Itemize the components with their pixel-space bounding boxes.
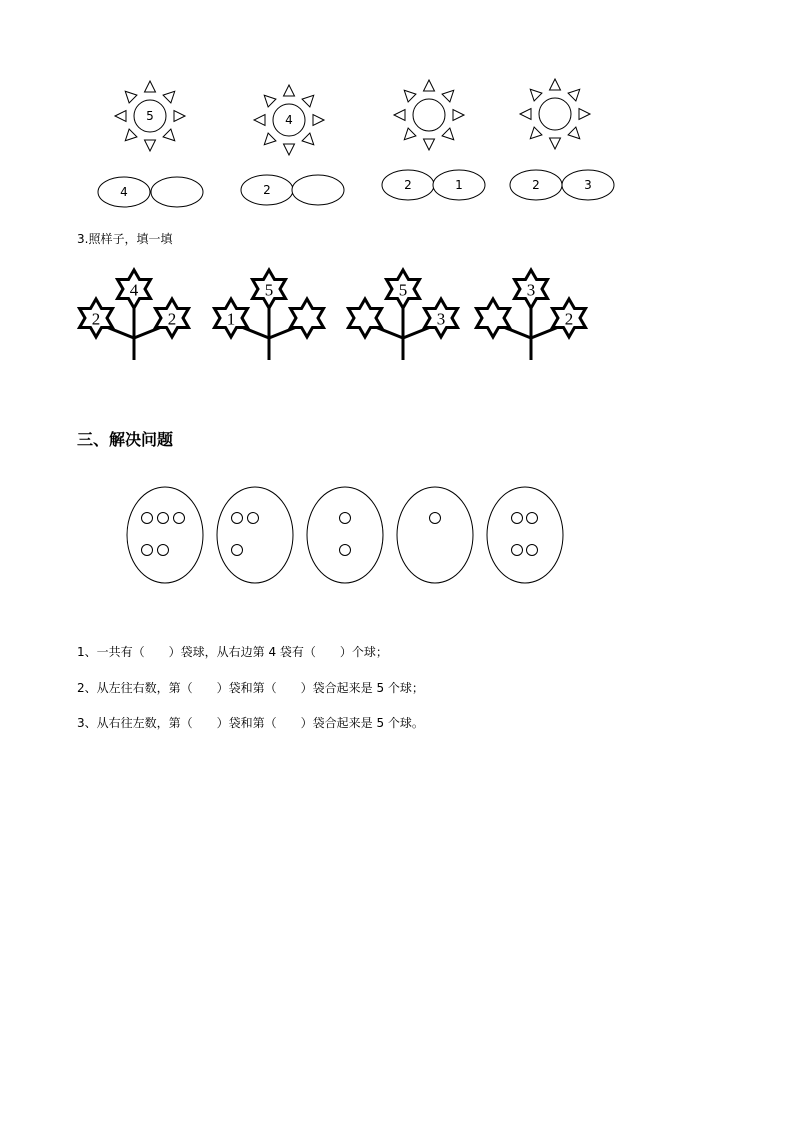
sun-ray-triangle: [550, 138, 561, 149]
section-title: 三、解决问题: [77, 430, 174, 449]
oval-right: [151, 177, 203, 207]
sun-ray-triangle: [568, 127, 580, 139]
question-2: 2、从左往右数，第（ ）袋和第（ ）袋合起来是 5 个球；: [77, 681, 424, 695]
sun-ray-triangle: [568, 89, 580, 101]
sun-number: 4: [285, 113, 293, 127]
star-right: [291, 299, 324, 337]
ball: [158, 513, 169, 524]
ball: [512, 513, 523, 524]
star-number: 2: [91, 309, 101, 329]
sun-ray-triangle: [254, 115, 265, 126]
star-number: 5: [398, 280, 408, 300]
sun-ray-triangle: [115, 111, 126, 122]
star-left: [477, 299, 510, 337]
ball: [158, 545, 169, 556]
oval-right: [292, 175, 344, 205]
sun-ray-triangle: [424, 80, 435, 91]
star-number: 3: [436, 309, 446, 329]
ball-bag: [217, 487, 293, 583]
question-1: 1、一共有（ ）袋球，从右边第 4 袋有（ ）个球；: [77, 645, 388, 659]
star-number: 3: [526, 280, 536, 300]
sun-ray-triangle: [442, 90, 454, 102]
sun-ray-triangle: [530, 89, 542, 101]
star-number: 2: [564, 309, 574, 329]
sun-number: 5: [146, 109, 154, 123]
sun-ray-triangle: [424, 139, 435, 150]
ball-bag: [127, 487, 203, 583]
ball: [174, 513, 185, 524]
star-number: 1: [226, 309, 236, 329]
sun-ray-triangle: [264, 95, 276, 107]
sun-ray-triangle: [163, 91, 175, 103]
oval-number: 1: [455, 178, 463, 192]
sun-center: [413, 99, 445, 131]
sun-ray-triangle: [284, 144, 295, 155]
ball-bag: [307, 487, 383, 583]
ball: [232, 545, 243, 556]
question-3-title: 3.照样子，填一填: [77, 232, 173, 246]
ball: [232, 513, 243, 524]
question-3: 3、从右往左数，第（ ）袋和第（ ）袋合起来是 5 个球。: [77, 716, 424, 730]
sun-center: [539, 98, 571, 130]
ball: [340, 545, 351, 556]
star-number: 2: [167, 309, 177, 329]
sun-ray-triangle: [530, 127, 542, 139]
sun-ray-triangle: [442, 128, 454, 140]
oval-number: 3: [584, 178, 592, 192]
ball: [527, 513, 538, 524]
oval-number: 2: [404, 178, 412, 192]
sun-ray-triangle: [264, 133, 276, 145]
sun-ray-triangle: [125, 91, 137, 103]
sun-ray-triangle: [404, 128, 416, 140]
ball-bag: [487, 487, 563, 583]
sun-ray-triangle: [302, 95, 314, 107]
ball: [527, 545, 538, 556]
oval-number: 2: [532, 178, 540, 192]
sun-ray-triangle: [302, 133, 314, 145]
sun-ray-triangle: [520, 109, 531, 120]
ball: [142, 513, 153, 524]
ball: [340, 513, 351, 524]
sun-ray-triangle: [145, 140, 156, 151]
sun-ray-triangle: [174, 111, 185, 122]
star-number: 5: [264, 280, 274, 300]
sun-ray-triangle: [125, 129, 137, 141]
ball: [512, 545, 523, 556]
ball: [248, 513, 259, 524]
sun-ray-triangle: [453, 110, 464, 121]
sun-ray-triangle: [404, 90, 416, 102]
sun-ray-triangle: [313, 115, 324, 126]
sun-ray-triangle: [550, 79, 561, 90]
oval-number: 4: [120, 185, 128, 199]
sun-ray-triangle: [163, 129, 175, 141]
sun-ray-triangle: [579, 109, 590, 120]
star-left: [349, 299, 382, 337]
ball: [142, 545, 153, 556]
star-number: 4: [129, 280, 139, 300]
oval-number: 2: [263, 183, 271, 197]
sun-ray-triangle: [394, 110, 405, 121]
ball: [430, 513, 441, 524]
ball-bag: [397, 487, 473, 583]
sun-ray-triangle: [284, 85, 295, 96]
sun-ray-triangle: [145, 81, 156, 92]
